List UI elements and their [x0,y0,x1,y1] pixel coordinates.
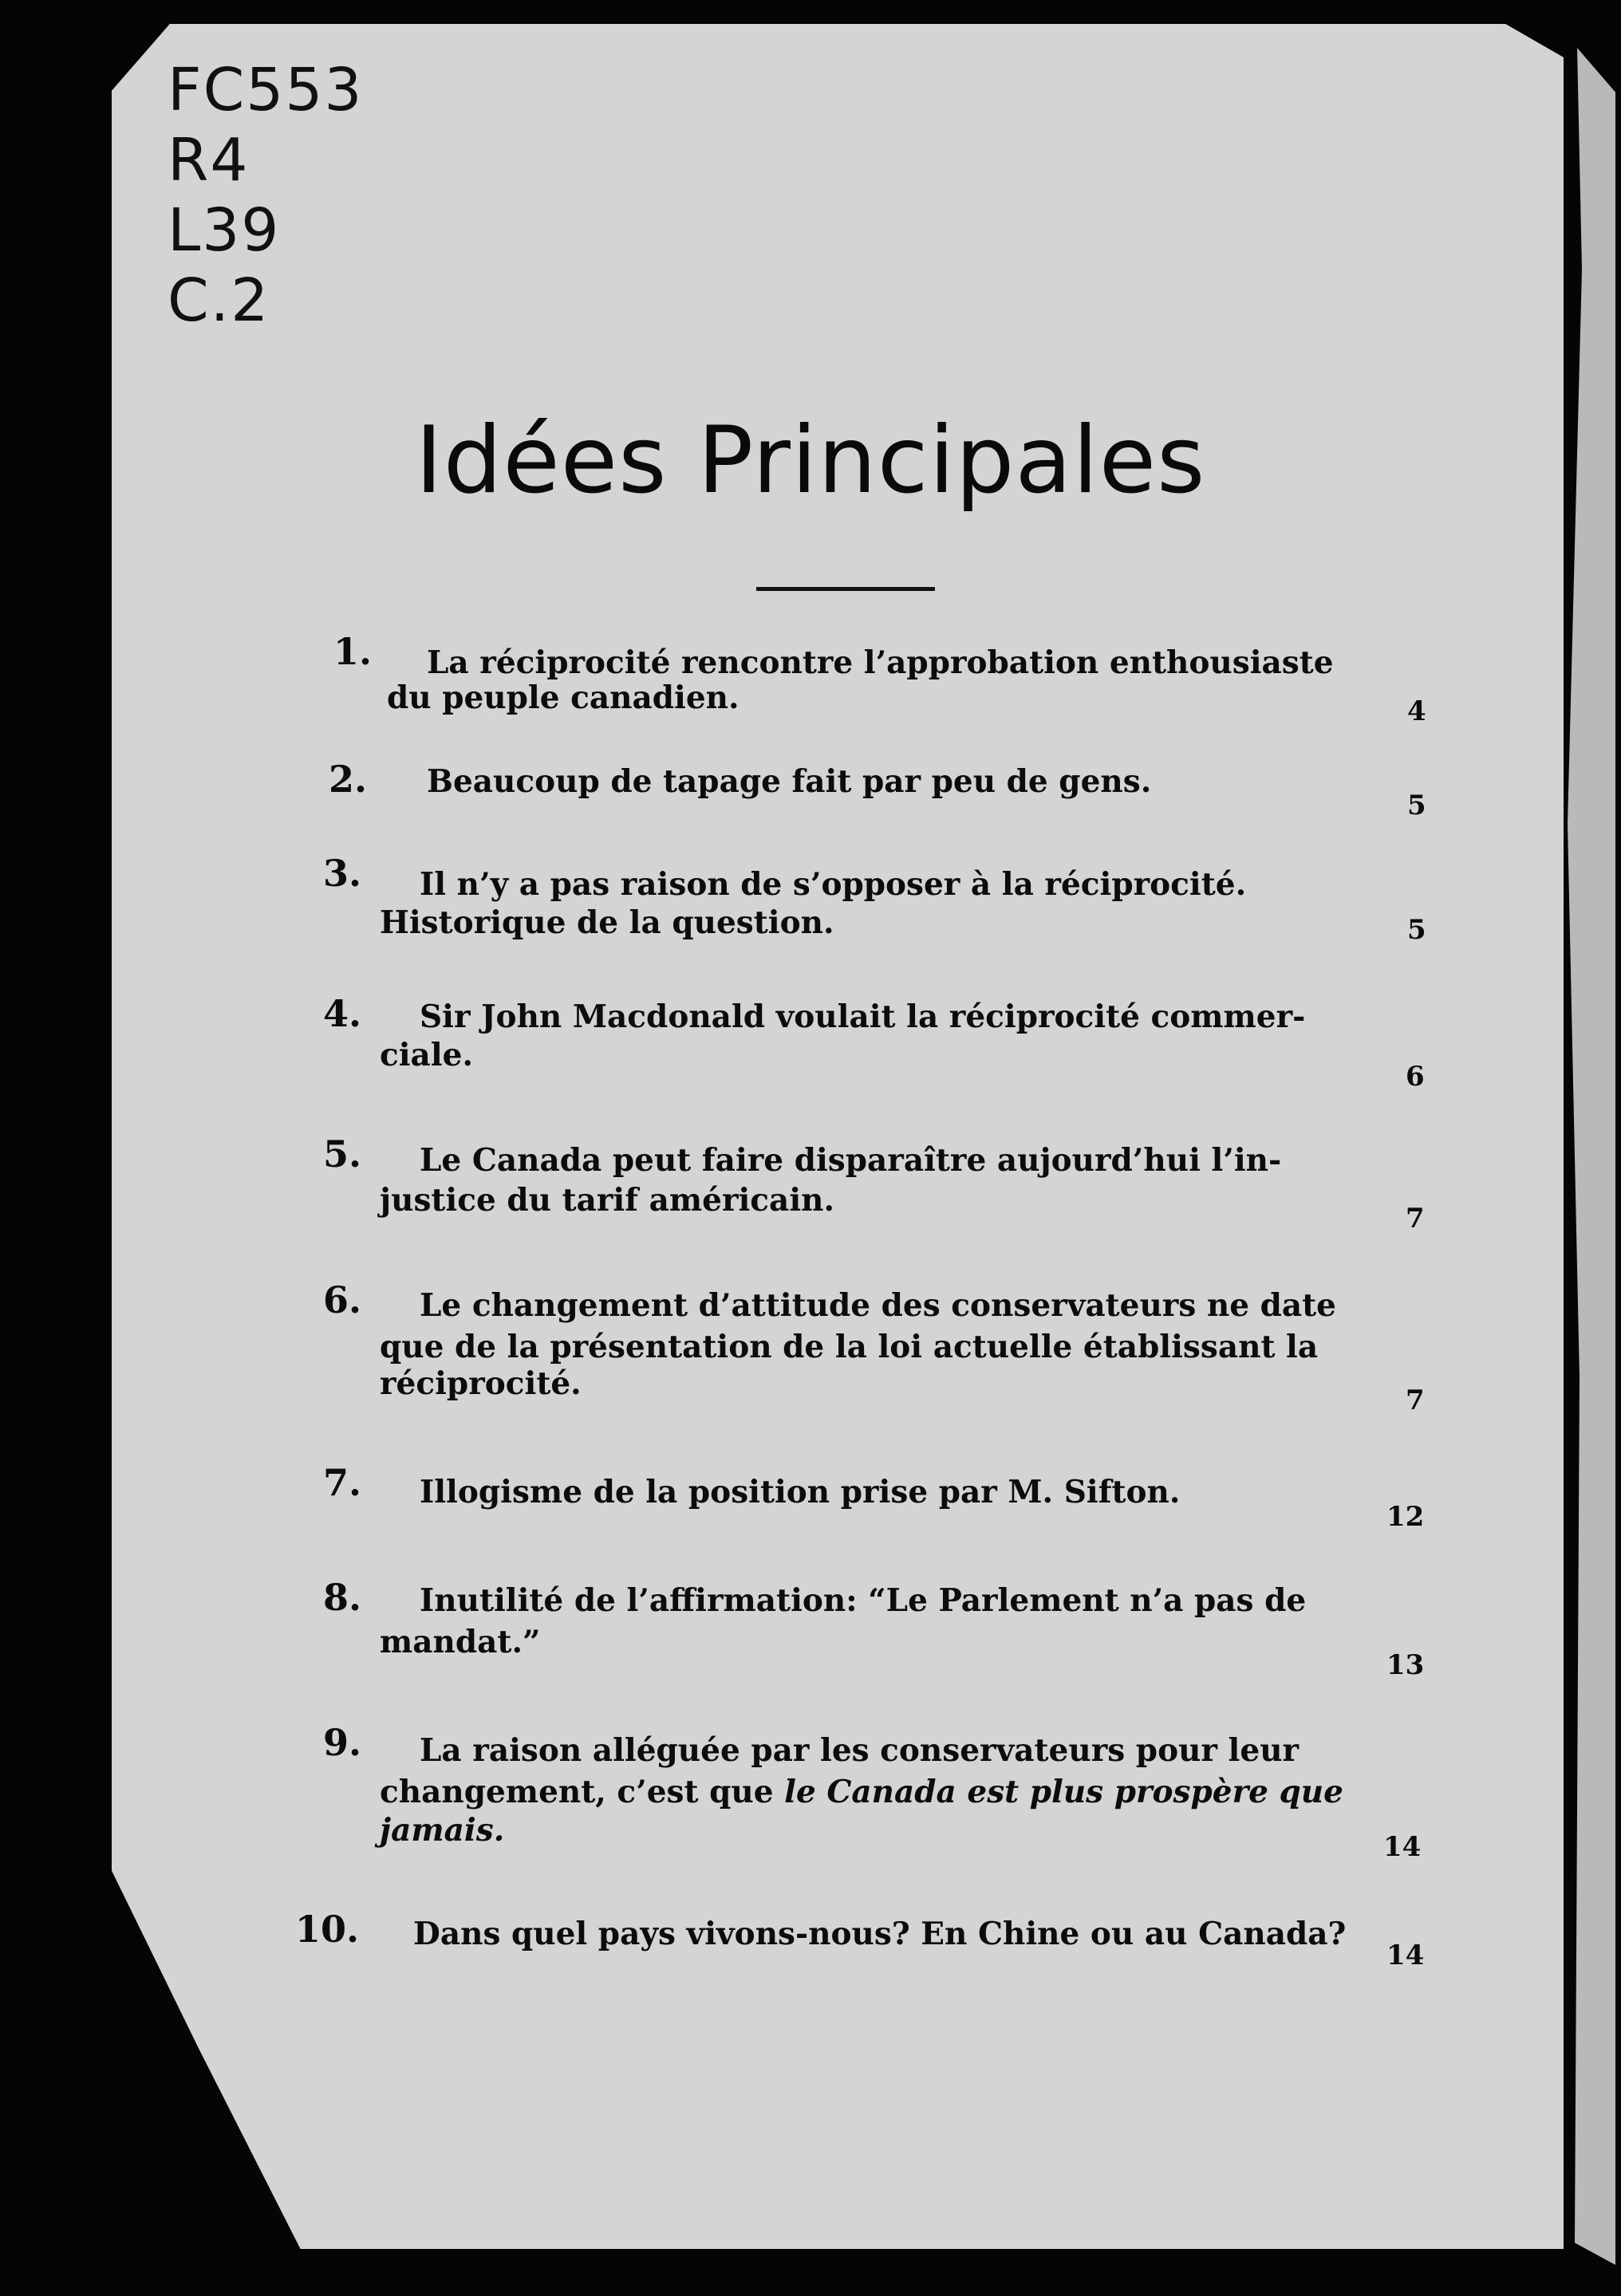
title-rule [756,587,935,591]
item-page-number: 13 [1386,1649,1425,1681]
item-text-line: Beaucoup de tapage fait par peu de gens. [427,763,1152,800]
call-number-line: C.2 [168,266,270,335]
item-text-line: Illogisme de la position prise par M. Sifton. [420,1474,1181,1510]
item-number: 8. [323,1576,362,1619]
item-text-line: Le changement d’attitude des conservateurs ne date [420,1287,1336,1324]
item-number: 6. [323,1278,362,1321]
item-page-number: 14 [1383,1831,1422,1863]
item-text-line: ciale. [380,1037,474,1073]
item-number: 2. [329,758,368,801]
item-number: 3. [323,852,362,895]
call-number-line: R4 [168,126,250,195]
call-number-line: L39 [168,196,281,265]
item-text-line: réciprocité. [380,1365,582,1402]
adjacent-page-edge [1568,48,1615,2265]
item-page-number: 14 [1386,1940,1425,1971]
item-text-line [380,1774,1343,1810]
item-text-line: justice du tarif américain. [380,1182,835,1219]
item-number: 9. [323,1721,362,1764]
item-text-line: La réciprocité rencontre l’approbation enthousiaste [427,644,1334,681]
item-text-line: Dans quel pays vivons-nous? En Chine ou au Canada? [413,1916,1347,1952]
item-page-number: 7 [1406,1203,1425,1235]
item-text-line: Il n’y a pas raison de s’opposer à la réciprocité. [420,866,1247,903]
item-number: 5. [323,1132,362,1176]
item-number: 7. [323,1461,362,1504]
item-page-number: 5 [1407,790,1426,821]
item-text-line: que de la présentation de la loi actuelle établissant la [380,1329,1319,1365]
item-number: 4. [323,992,362,1035]
item-text-italic: le Canada est plus prospère que [784,1774,1343,1810]
item-text-line: Le Canada peut faire disparaître aujourd’hui l’in- [420,1142,1282,1179]
handwritten-call-number [168,56,363,337]
item-text-line: Historique de la question. [380,904,834,941]
item-page-number: 12 [1386,1501,1425,1533]
item-text-line: Sir John Macdonald voulait la réciprocité commer- [420,998,1306,1035]
item-page-number: 6 [1406,1061,1425,1093]
item-text-line: mandat.” [380,1624,541,1660]
item-page-number: 4 [1407,695,1426,727]
call-number-line: FC553 [168,56,364,124]
item-page-number: 5 [1407,914,1426,946]
item-text-line: jamais. [380,1812,505,1849]
item-text-line: Inutilité de l’affirmation: “Le Parlement n’a pas de [420,1582,1307,1619]
page-title: Idées Principales [415,407,1206,514]
item-text-line: du peuple canadien. [387,679,740,716]
item-page-number: 7 [1406,1384,1425,1416]
item-text-line: La raison alléguée par les conservateurs pour leur [420,1732,1300,1769]
item-text-regular: changement, c’est que [380,1774,785,1810]
item-number: 1. [333,630,373,673]
item-number: 10. [295,1908,360,1951]
